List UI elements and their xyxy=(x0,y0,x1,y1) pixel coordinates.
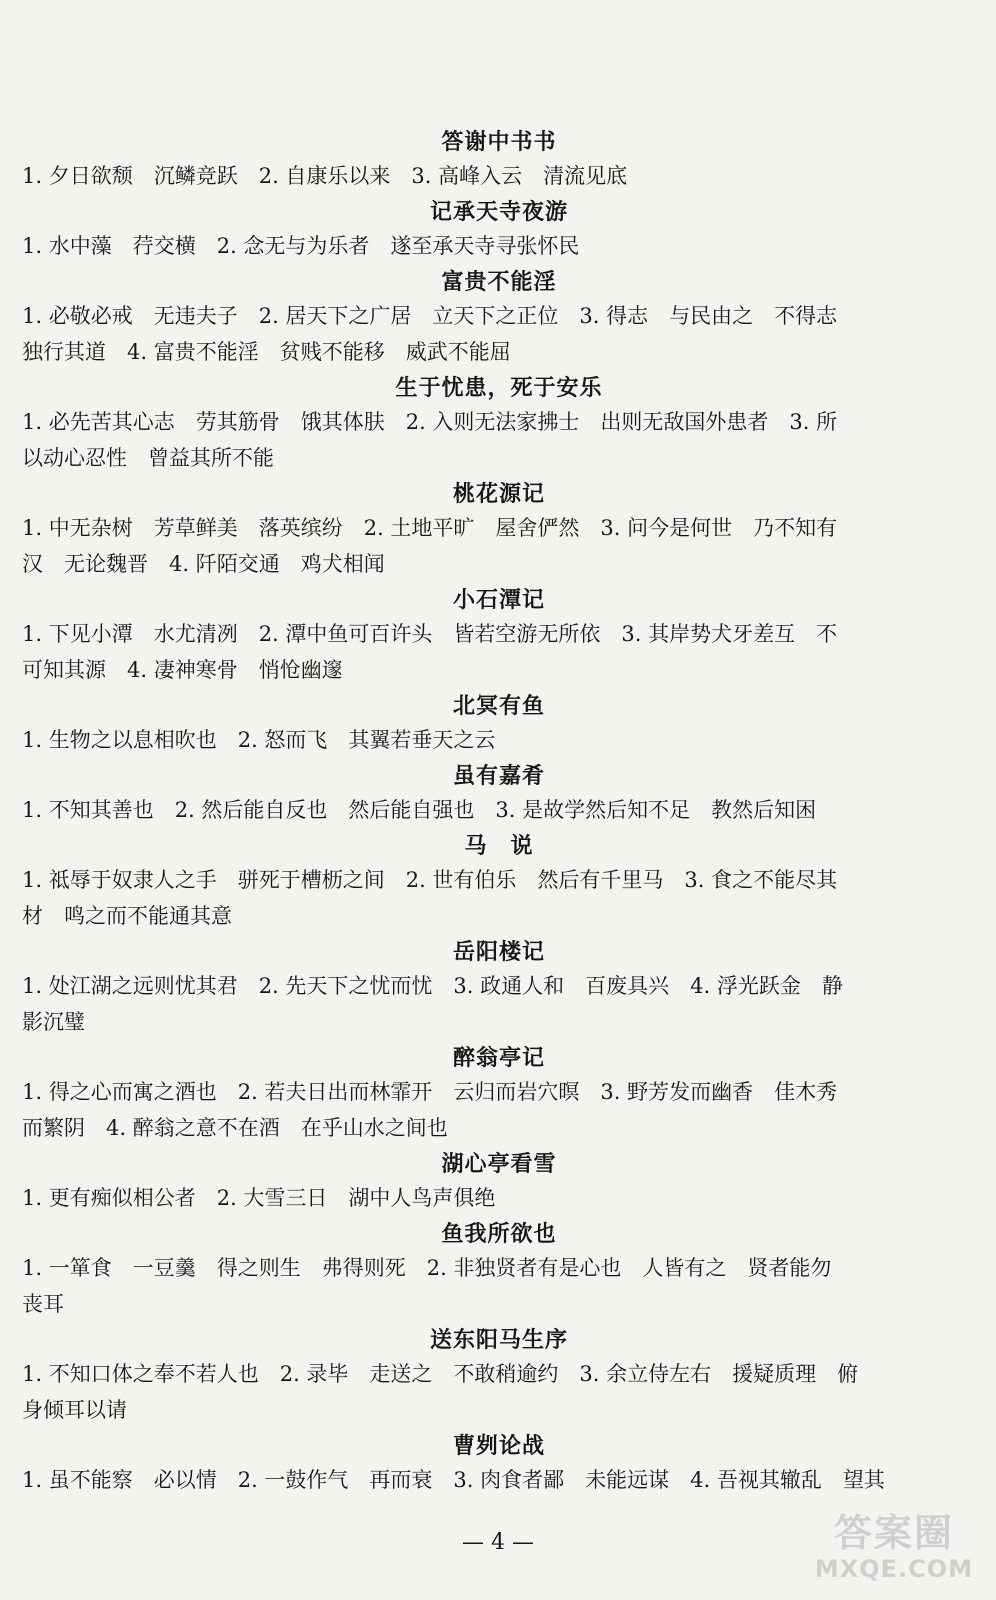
answer-block xyxy=(22,1180,976,1216)
answer-line: 1. 处江湖之远则忧其君 2. 先天下之忧而忧 3. 政通人和 百废具兴 4. 浮光跃金 静 xyxy=(22,974,843,998)
section-title: 虽有嘉肴 xyxy=(452,764,545,789)
answer-line: 1. 中无杂树 芳草鲜美 落英缤纷 2. 土地平旷 屋舍俨然 3. 问今是何世 乃不知有 xyxy=(22,516,838,540)
answer-line: 材 鸣之而不能通其意 xyxy=(22,904,232,928)
answer-block xyxy=(22,722,976,758)
section-title: 岳阳楼记 xyxy=(452,940,545,965)
answer-line: 1. 下见小潭 水尤清冽 2. 潭中鱼可百许头 皆若空游无所依 3. 其岸势犬牙差互 不 xyxy=(22,622,838,646)
answer-block xyxy=(22,862,976,934)
answer-line: 1. 得之心而寓之酒也 2. 若夫日出而林霏开 云归而岩穴暝 3. 野芳发而幽香 佳木秀 xyxy=(22,1080,838,1104)
answer-block xyxy=(22,298,976,370)
watermark-logo xyxy=(804,1510,984,1594)
answer-line: 1. 不知其善也 2. 然后能自反也 然后能自强也 3. 是故学然后知不足 教然后知困 xyxy=(22,798,817,822)
section-title: 醉翁亭记 xyxy=(452,1046,545,1071)
answer-block xyxy=(22,1462,976,1498)
section-title: 北冥有鱼 xyxy=(452,694,545,719)
answer-block xyxy=(22,510,976,582)
section-title: 曹刿论战 xyxy=(452,1434,545,1459)
answer-line: 1. 必先苦其心志 劳其筋骨 饿其体肤 2. 入则无法家拂士 出则无敌国外患者 3. 所 xyxy=(22,410,838,434)
answer-line: 1. 夕日欲颓 沉鳞竞跃 2. 自康乐以来 3. 高峰入云 清流见底 xyxy=(22,164,628,188)
answer-block xyxy=(22,1356,976,1428)
watermark-site-text: MXQE.COM xyxy=(814,1555,974,1583)
answer-line: 1. 祗辱于奴隶人之手 骈死于槽枥之间 2. 世有伯乐 然后有千里马 3. 食之不能尽其 xyxy=(22,868,838,892)
answer-block xyxy=(22,792,976,828)
answer-block xyxy=(22,158,976,194)
answer-line: 汉 无论魏晋 4. 阡陌交通 鸡犬相闻 xyxy=(22,552,385,576)
answer-line: 1. 不知口体之奉不若人也 2. 录毕 走送之 不敢稍逾约 3. 余立侍左右 援疑质理 俯 xyxy=(22,1362,859,1386)
answer-line: 1. 虽不能察 必以情 2. 一鼓作气 再而衰 3. 肉食者鄙 未能远谋 4. 吾视其辙乱 望其 xyxy=(22,1468,885,1492)
section-title: 生于忧患，死于安乐 xyxy=(395,376,603,401)
section-title: 湖心亭看雪 xyxy=(441,1152,557,1177)
answer-line: 而繁阴 4. 醉翁之意不在酒 在乎山水之间也 xyxy=(22,1116,448,1140)
answer-line: 以动心忍性 曾益其所不能 xyxy=(22,446,274,470)
answer-line: 1. 水中藻 荇交横 2. 念无与为乐者 遂至承天寺寻张怀民 xyxy=(22,234,580,258)
answer-block xyxy=(22,616,976,688)
section-title: 记承天寺夜游 xyxy=(429,200,568,225)
section-title: 富贵不能淫 xyxy=(441,270,557,295)
answer-line: 身倾耳以请 xyxy=(22,1398,127,1422)
answer-line: 丧耳 xyxy=(22,1292,64,1316)
section-title: 答谢中书书 xyxy=(441,130,557,155)
section-title: 送东阳马生序 xyxy=(429,1328,568,1353)
answer-block xyxy=(22,404,976,476)
answer-line: 1. 一箪食 一豆羹 得之则生 弗得则死 2. 非独贤者有是心也 人皆有之 贤者能勿 xyxy=(22,1256,832,1280)
answer-line: 1. 生物之以息相吹也 2. 怒而飞 其翼若垂天之云 xyxy=(22,728,496,752)
answer-line: 影沉璧 xyxy=(22,1010,85,1034)
answer-block xyxy=(22,968,976,1040)
answer-line: 独行其道 4. 富贵不能淫 贫贱不能移 威武不能屈 xyxy=(22,340,511,364)
section-title: 马 说 xyxy=(464,834,534,859)
answer-block xyxy=(22,1250,976,1322)
page-number: — 4 — xyxy=(462,1530,534,1555)
answer-line: 1. 更有痴似相公者 2. 大雪三日 湖中人鸟声俱绝 xyxy=(22,1186,496,1210)
answer-line: 可知其源 4. 凄神寒骨 悄怆幽邃 xyxy=(22,658,343,682)
section-title: 鱼我所欲也 xyxy=(441,1222,557,1247)
section-title: 小石潭记 xyxy=(452,588,545,613)
watermark-logo-text: 答案圈 xyxy=(833,1511,954,1555)
answer-block xyxy=(22,228,976,264)
section-title: 桃花源记 xyxy=(452,482,545,507)
answer-line: 1. 必敬必戒 无违夫子 2. 居天下之广居 立天下之正位 3. 得志 与民由之 不得志 xyxy=(22,304,838,328)
answer-block xyxy=(22,1074,976,1146)
